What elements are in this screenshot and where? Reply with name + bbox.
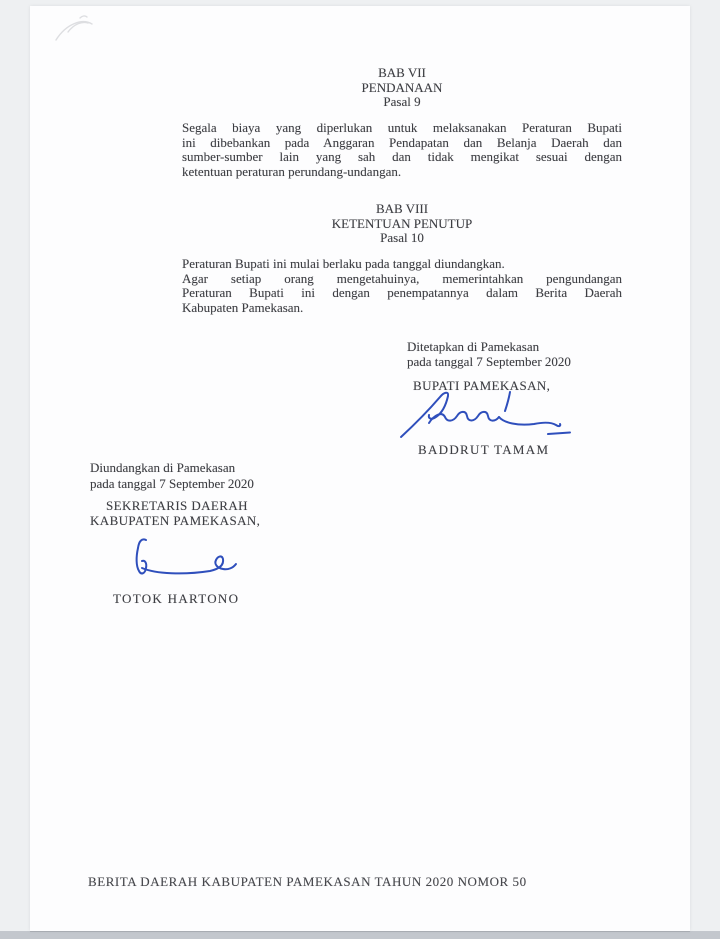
article-number: Pasal 10: [380, 230, 424, 245]
article-number: Pasal 9: [383, 94, 421, 109]
paragraph-line: Kabupaten Pamekasan.: [182, 299, 304, 315]
promulgation-place-line: Diundangkan di Pamekasan: [90, 460, 236, 475]
enactment-signer-name: BADDRUT TAMAM: [418, 442, 550, 457]
pencil-mark: [52, 12, 112, 47]
scan-bottom-edge: [0, 931, 720, 939]
article-9-paragraph: [182, 121, 622, 179]
enactment-office-title: BUPATI PAMEKASAN,: [413, 378, 551, 393]
section-heading-bab-8: [182, 202, 622, 246]
paragraph-line: Peraturan Bupati ini dengan penempatannya dalam Berita Daerah: [182, 285, 622, 301]
enactment-date-line: pada tanggal 7 September 2020: [407, 354, 571, 370]
paragraph-line: Segala biaya yang diperlukan untuk melaksanakan Peraturan Bupati: [182, 120, 622, 135]
chapter-title: PENDANAAN: [361, 79, 443, 95]
paragraph-line: ini dibebankan pada Anggaran Pendapatan dan Belanja Daerah dan: [182, 134, 622, 150]
enactment-place-line: Ditetapkan di Pamekasan: [407, 339, 540, 354]
footer-gazette-line: BERITA DAERAH KABUPATEN PAMEKASAN TAHUN 2020 NOMOR 50: [88, 874, 527, 889]
paragraph-line: sumber-sumber lain yang sah dan tidak mengikat sesuai dengan: [182, 149, 622, 165]
enactment-place-date: [407, 339, 571, 370]
section-heading-bab-7: [182, 66, 622, 110]
promulgation-place-date: [90, 460, 254, 491]
paragraph-line: Peraturan Bupati ini mulai berlaku pada tanggal diundangkan.: [182, 256, 505, 271]
sekda-signature-ink: [122, 535, 247, 581]
promulgation-date-line: pada tanggal 7 September 2020: [90, 475, 254, 491]
promulgation-signer-name: TOTOK HARTONO: [113, 591, 240, 606]
article-10-paragraph-1: [182, 257, 622, 272]
paragraph-line: Agar setiap orang mengetahuinya, memerintahkan pengundangan: [182, 270, 622, 286]
promulgation-office-line1: SEKRETARIS DAERAH: [106, 498, 248, 513]
chapter-number: BAB VII: [378, 65, 426, 80]
article-10-paragraph-2: [182, 272, 622, 316]
document-page: [30, 6, 690, 931]
chapter-number: BAB VIII: [375, 201, 429, 216]
paragraph-line: ketentuan peraturan perundang-undangan.: [182, 163, 402, 179]
bupati-signature-ink: [398, 389, 593, 441]
chapter-title: KETENTUAN PENUTUP: [331, 215, 473, 231]
promulgation-office-line2: KABUPATEN PAMEKASAN,: [90, 513, 261, 528]
